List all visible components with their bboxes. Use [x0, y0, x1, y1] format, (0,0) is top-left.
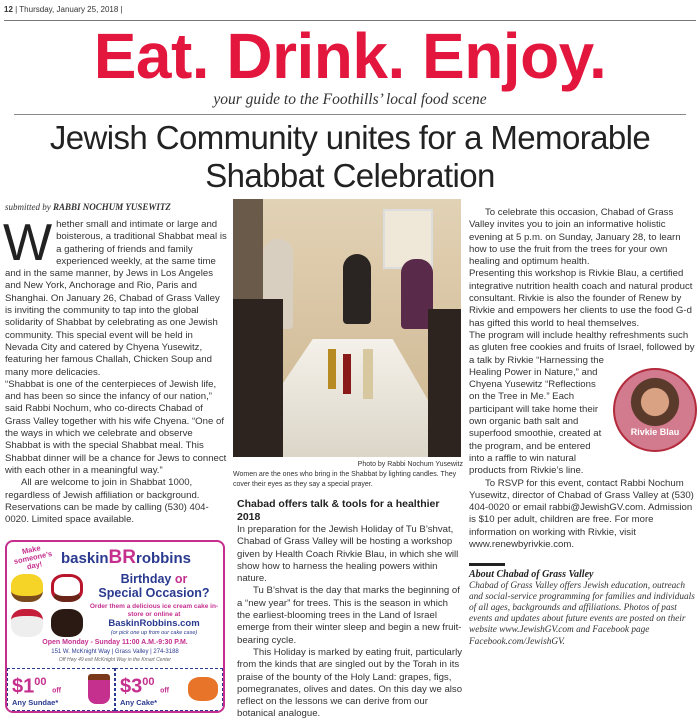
- portrait-label: Rivkie Blau: [630, 426, 680, 437]
- issue-date: Thursday, January 25, 2018: [19, 5, 119, 14]
- shabbat-candle-lighting-photo: [233, 199, 461, 457]
- paragraph: This Holiday is marked by eating fruit, particularly from the kinds that are singled out by the Torah in its praise of the bounty of the Holy Land: grapes, figs, pomegranates, olives and dates. On this day we also reflect on the lessons we can derive from our botanical analogue.: [237, 646, 463, 720]
- paragraph: Presenting this workshop is Rivkie Blau, a certified integrative nutrition health coach and natural product consultant. Rivkie is also the founder of Renew by Rivkie and empowers her clients to use the food G-d has gifted this world to heal themselves.: [469, 268, 693, 329]
- coupon-sundae[interactable]: $\$1^{00}$ off Any Sundae*: [7, 668, 115, 711]
- ad-directions: Off Hwy 49 exit McKnight Way in the Kmart Center: [58, 657, 172, 664]
- middle-column: [233, 199, 463, 721]
- about-title: About Chabad of Grass Valley: [469, 569, 594, 581]
- ad-badge: Make someone’s day!: [12, 543, 53, 572]
- right-column: [469, 199, 697, 648]
- page-number: 12: [4, 5, 13, 14]
- about-box: [469, 569, 697, 647]
- divider: [469, 563, 505, 566]
- ad-url[interactable]: BaskinRobbins.com: [108, 618, 200, 630]
- middle-text: [233, 498, 463, 721]
- paragraph: To RSVP for this event, contact Rabbi Nochum Yusewitz, director of Chabad of Grass Valley at (530) 404-0020 or email rabbi@JewishGV.com. Admission is $10 per adult, children are free. For more information on working with Rivkie, visit www.renewbyrivkie.com.: [469, 477, 694, 551]
- folio: 12 | Thursday, January 25, 2018 |: [4, 4, 696, 21]
- drop-cap: W: [3, 214, 53, 272]
- paragraph: All are welcome to join in Shabbat 1000, regardless of Jewish affiliation or background. Reservations can be made by calling (530) 404-0020. Limited space available.: [5, 477, 209, 526]
- ad-address: 151 W. McKnight Way | Grass Valley | 274-3188: [51, 648, 179, 655]
- ad-headline: Birthday or Special Occasion?: [98, 572, 210, 601]
- subhead: Chabad offers talk & tools for a healthier 2018: [237, 498, 440, 523]
- masthead: Eat. Drink. Enjoy.: [93, 20, 607, 92]
- page-header: [0, 0, 700, 195]
- paragraph: hether small and intimate or large and boisterous, a traditional Shabbat meal is a gathering of friends and family experienced weekly, at the same time and in the same manner, by Jews in Los Angeles and New York, Anchorage and Rio, Paris and Shanghai. On January 26, Chabad of Grass Valley is inviting the community to tap into the global solidarity of Shabbat by celebrating as one Jewish community. This special event will be held in Nevada City and catered by Chyena Yusewitz, featuring her famous Challah, Chicken Soup and many more delicacies.: [5, 219, 227, 378]
- paragraph: “Shabbat is one of the centerpieces of Jewish life, and has been so since the infancy of our nation,” said Rabbi Nochum, who co-directs Chabad of Grass Valley together with his wife Chyena. “One of the ways in which we celebrate and observe Shabbat is with the special Shabbat meal. This Shabbat dinner will be a chance for Jews to connect with each other in a meaningful way.”: [5, 378, 227, 476]
- byline: [5, 201, 227, 213]
- ad-pickup: (or pick one up from our cake case): [110, 630, 198, 637]
- paragraph: Rivkie Blau The program will include healthy refreshments such as gluten free cookies and fruits of Israel, followed by a talk by Rivkie “Harnessing the Healing Power in Nature,” and Chyena Yusewitz “Reflections on the Tree in Me.” Each participant will take home their own organic bath salt and superfood smoothie, created at the program, and be entered into a raffle to win natural products from Rivkie’s line.: [469, 330, 697, 478]
- paragraph: Tu B’shvat is the day that marks the beginning of a “new year” for trees. This is the season in which the earliest-blooming trees in the Land of Israel emerge from their winter sleep and begin a new fruit-bearing cycle.: [237, 585, 462, 646]
- ad-order-text: Order them a delicious ice cream cake in-store or online at: [89, 603, 219, 618]
- ad-hours: Open Monday - Sunday 11:00 A.M.-9:30 P.M.: [42, 639, 188, 647]
- brand-logo: baskinBRrobbins: [61, 547, 191, 569]
- article-headline: Jewish Community unites for a Memorable Shabbat Celebration: [49, 119, 651, 194]
- left-column: [5, 199, 227, 713]
- byline-author: RABBI NOCHUM YUSEWITZ: [53, 202, 171, 212]
- article-columns: [0, 195, 700, 727]
- cake-images: [11, 572, 89, 637]
- baskin-robbins-ad[interactable]: [5, 540, 225, 713]
- tagline: your guide to the Foothills’ local food scene: [14, 91, 686, 115]
- rivkie-blau-portrait: [613, 368, 697, 452]
- photo-caption: Women are the ones who bring in the Shabbat by lighting candles. They cover their eyes as they say a special prayer.: [233, 471, 457, 488]
- photo-credit: Photo by Rabbi Nochum Yusewitz: [357, 461, 463, 468]
- about-text: Chabad of Grass Valley offers Jewish education, outreach and social-service programming for families and individuals of all ages, backgrounds and affiliations. Photos of past events and updates about future events are posted on their website www.JewishGV.com and Facebook page Facebook.com/JewishGV.: [469, 580, 695, 647]
- paragraph: In preparation for the Jewish Holiday of Tu B’shvat, Chabad of Grass Valley will be hosting a workshop given by Health Coach Rivkie Blau, in which she will show how to harness the healing powers within nature.: [237, 524, 459, 585]
- paragraph: To celebrate this occasion, Chabad of Grass Valley invites you to join an informative holistic evening at 5 p.m. on Sunday, January 28, to learn how to use the fruit from the trees for your own healing and optimum health.: [469, 207, 681, 268]
- byline-prefix: submitted by: [5, 202, 51, 212]
- coupon-cake[interactable]: $\$3^{00}$ off Any Cake*: [115, 668, 223, 711]
